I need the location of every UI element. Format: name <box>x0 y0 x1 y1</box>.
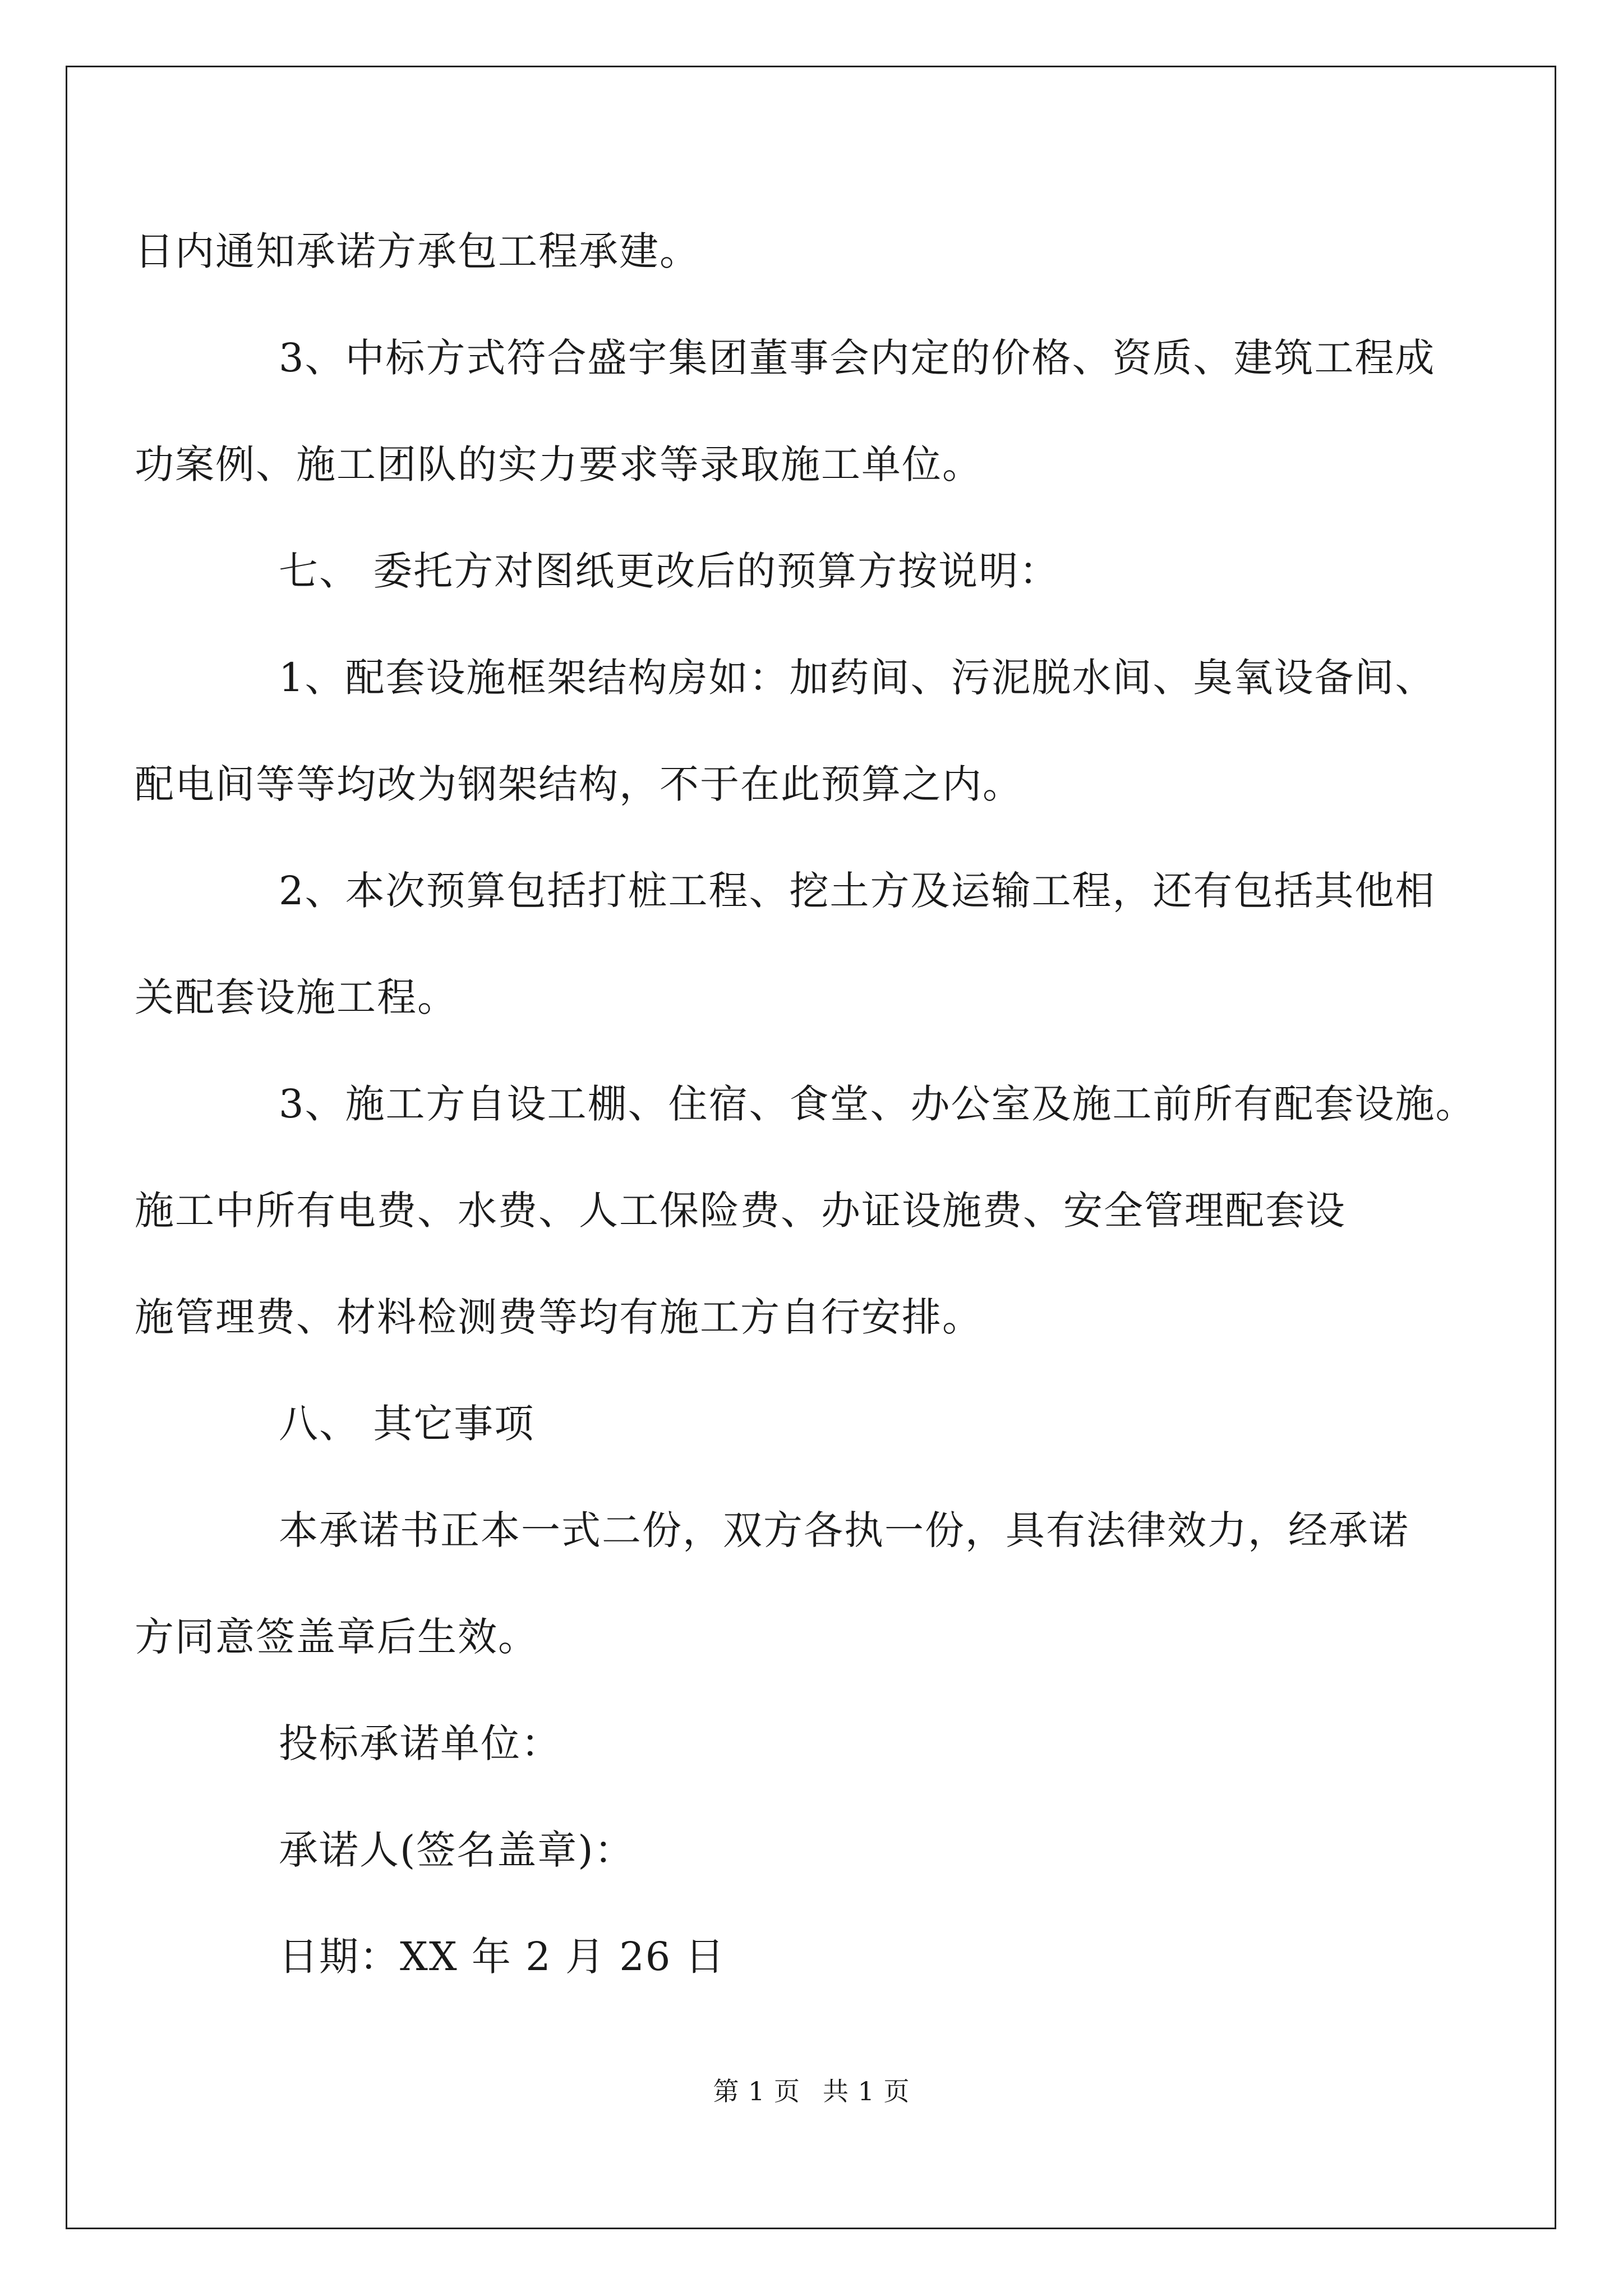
section-heading: 八、 其它事项 <box>279 1401 535 1447</box>
signature-unit-label: 投标承诺单位： <box>279 1720 561 1766</box>
text-line: 2、本次预算包括打桩工程、挖土方及运输工程，还有包括其他相 <box>279 868 1436 914</box>
page-number: 第 1 页 <box>713 2076 800 2106</box>
text-line: 功案例、施工团队的实力要求等录取施工单位。 <box>135 441 983 487</box>
page-border <box>66 66 1556 2229</box>
page-footer <box>0 2078 1623 2104</box>
date-line: 日期：XX 年 2 月 26 日 <box>279 1934 726 1980</box>
text-line: 1、配套设施框架结构房如：加药间、污泥脱水间、臭氧设备间、 <box>279 655 1436 701</box>
text-line: 配电间等等均改为钢架结构，不于在此预算之内。 <box>135 761 1023 807</box>
text-line: 方同意签盖章后生效。 <box>135 1614 538 1660</box>
text-line: 本承诺书正本一式二份，双方各执一份，具有法律效力，经承诺 <box>279 1507 1409 1553</box>
text-line: 3、中标方式符合盛宇集团董事会内定的价格、资质、建筑工程成 <box>279 335 1436 381</box>
text-line: 日内通知承诺方承包工程承建。 <box>135 228 700 274</box>
text-line: 施工中所有电费、水费、人工保险费、办证设施费、安全管理配套设 <box>135 1188 1346 1234</box>
text-line: 关配套设施工程。 <box>135 974 458 1020</box>
text-line: 3、施工方自设工棚、住宿、食堂、办公室及施工前所有配套设施。 <box>279 1081 1476 1127</box>
text-line: 施管理费、材料检测费等均有施工方自行安排。 <box>135 1294 983 1340</box>
signatory-label: 承诺人(签名盖章)： <box>279 1827 635 1873</box>
page-count: 共 1 页 <box>823 2076 910 2106</box>
section-heading: 七、 委托方对图纸更改后的预算方按说明： <box>279 548 1060 594</box>
